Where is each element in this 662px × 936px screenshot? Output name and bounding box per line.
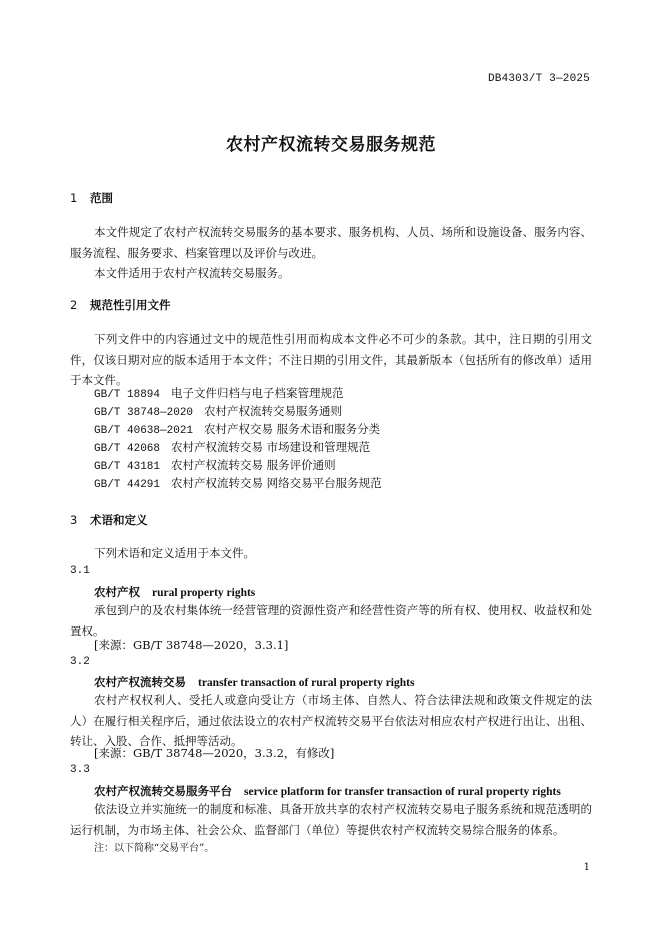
reference-name: 电子文件归档与电子档案管理规范: [170, 386, 344, 400]
section-title: 规范性引用文件: [90, 298, 171, 312]
term-name: [94, 783, 561, 799]
section-number: 1: [70, 191, 78, 205]
section-2-paragraph-1: 下列文件中的内容通过文中的规范性引用而构成本文件必不可少的条款。其中，注日期的引用文件，仅该日期对应的版本适用于本文件；不注日期的引用文件，其最新版本（包括所有的修改单）适用于本文件。: [70, 332, 592, 387]
reference-item: [94, 438, 370, 458]
section-3-intro: 下列术语和定义适用于本文件。: [94, 546, 255, 560]
reference-name: 农村产权流转交易 网络交易平台服务规范: [170, 476, 382, 490]
reference-name: 农村产权交易 服务术语和服务分类: [204, 422, 381, 436]
term-definition: 承包到户的及农村集体统一经营管理的资源性资产和经营性资产等的所有权、使用权、收益权和处置权。: [70, 603, 592, 638]
reference-code: GB/T 44291: [94, 479, 161, 491]
section-3-heading: [70, 512, 148, 528]
reference-code: GB/T 18894: [94, 389, 161, 401]
section-1-heading: [70, 190, 113, 206]
section-title: 范围: [90, 191, 113, 205]
reference-item: [94, 456, 336, 476]
term-number: 3.2: [70, 656, 90, 668]
reference-name: 农村产权流转交易 市场建设和管理规范: [170, 440, 371, 454]
reference-name: 农村产权流转交易服务通则: [204, 404, 342, 418]
term-name-en: service platform for transfer transaction of rural property rights: [244, 786, 561, 798]
reference-item: [94, 474, 382, 494]
reference-code: GB/T 43181: [94, 461, 161, 473]
term-number: 3.1: [70, 565, 90, 577]
term-name-en: rural property rights: [152, 587, 256, 599]
page-title: 农村产权流转交易服务规范: [226, 135, 436, 155]
reference-code: GB/T 38748—2020: [94, 407, 194, 419]
term-source: [来源：GB/T 38748—2020，3.3.2，有修改]: [94, 746, 335, 760]
term-name: [94, 584, 255, 600]
term-definition: 依法设立并实施统一的制度和标准、具备开放共享的农村产权流转交易电子服务系统和规范透明的运行机制，为市场主体、社会公众、监督部门（单位）等提供农村产权流转交易综合服务的体系。: [70, 802, 592, 837]
term-name-zh: 农村产权: [94, 585, 140, 599]
term-name: [94, 674, 414, 690]
section-number: 3: [70, 513, 78, 527]
term-source: [来源：GB/T 38748—2020，3.3.1]: [94, 638, 289, 652]
reference-name: 农村产权流转交易 服务评价通则: [170, 458, 336, 472]
term-number: 3.3: [70, 764, 90, 776]
reference-item: [94, 420, 380, 440]
reference-item: [94, 384, 343, 404]
term-name-en: transfer transaction of rural property rights: [198, 677, 415, 689]
section-1-paragraph-2: 本文件适用于农村产权流转交易服务。: [94, 266, 290, 280]
term-name-zh: 农村产权流转交易: [94, 675, 186, 689]
header-doc-code: DB4303/T 3—2025: [487, 73, 590, 85]
reference-item: [94, 402, 342, 422]
reference-code: GB/T 40638—2021: [94, 425, 194, 437]
section-1-paragraph-1: 本文件规定了农村产权流转交易服务的基本要求、服务机构、人员、场所和设施设备、服务内容、服务流程、服务要求、档案管理以及评价与改进。: [70, 225, 592, 260]
term-name-zh: 农村产权流转交易服务平台: [94, 784, 232, 798]
page-number: 1: [583, 862, 590, 873]
section-2-heading: [70, 297, 171, 313]
section-number: 2: [70, 298, 78, 312]
reference-code: GB/T 42068: [94, 443, 161, 455]
section-title: 术语和定义: [90, 513, 148, 527]
term-definition: 农村产权权利人、受托人或意向受让方（市场主体、自然人、符合法律法规和政策文件规定的法人）在履行相关程序后，通过依法设立的农村产权流转交易平台依法对相应农村产权进行出让、出租、转让、入股、合作、抵押等活动。: [70, 693, 592, 748]
term-note: 注：以下简称“交易平台”。: [94, 843, 215, 854]
